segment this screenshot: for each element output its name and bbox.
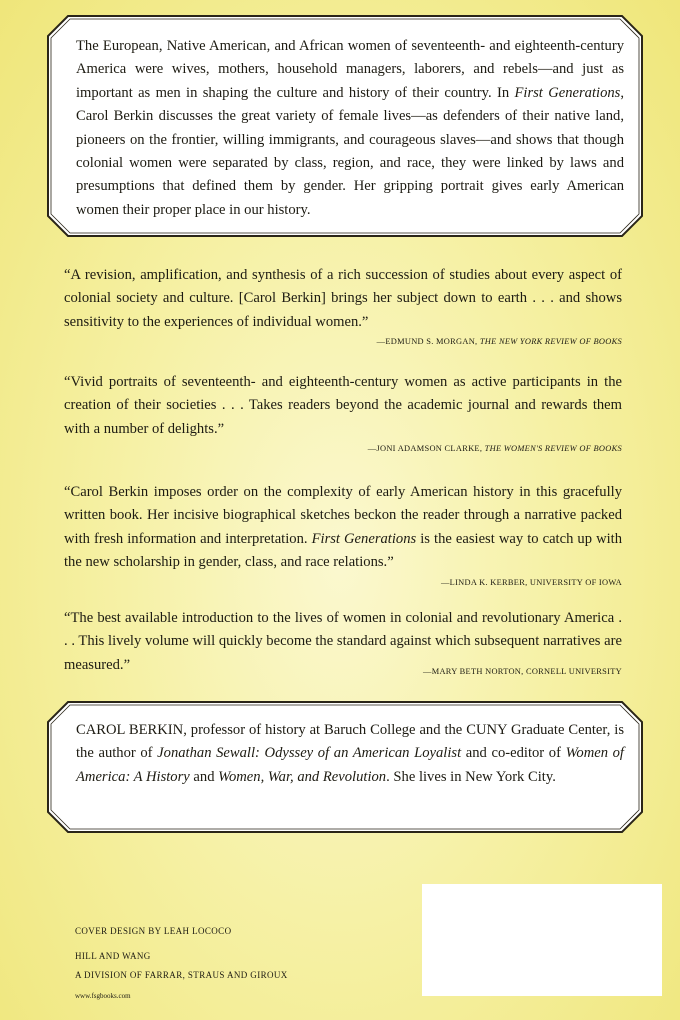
book-title: First Generations — [514, 84, 621, 101]
description-box — [46, 14, 644, 238]
quote-attribution: —LINDA K. KERBER, UNIVERSITY OF IOWA — [440, 577, 622, 587]
review-quote-1 — [64, 264, 622, 346]
review-quote-3 — [64, 481, 622, 587]
review-quote-4 — [64, 607, 622, 683]
barcode-sticker-area — [422, 884, 662, 996]
author-bio-text: CAROL BERKIN, professor of history at Baruch College and the CUNY Graduate Center, is the author of Jonathan Sewall: Odyssey of an American Loyalist and co-editor of Women of America: A History and Women, War, and Revolution. She lives in New York City. — [76, 722, 625, 785]
review-quote-2 — [64, 371, 622, 453]
author-name: CAROL BERKIN — [76, 722, 184, 738]
quote-text: “Carol Berkin imposes order on the complexity of early American history in this gracefully written book. Her incisive biographical sketches beckon the reader through a narrative packed with fresh information and interpretation. First Generations is the easiest way to catch up with the new scholarship in gender, class, and race relations.” — [64, 484, 623, 571]
quote-attribution: —EDMUND S. MORGAN, THE NEW YORK REVIEW OF BOOKS — [376, 337, 622, 347]
quote-attribution: —JONI ADAMSON CLARKE, THE WOMEN'S REVIEW OF BOOKS — [367, 444, 622, 454]
publisher-url: www.fsgbooks.com — [75, 992, 131, 1000]
publisher-division: A DIVISION OF FARRAR, STRAUS AND GIROUX — [75, 970, 288, 980]
author-bio-box — [46, 700, 644, 834]
quote-attribution: —MARY BETH NORTON, CORNELL UNIVERSITY — [423, 666, 622, 676]
publisher-name: HILL AND WANG — [75, 951, 151, 961]
quote-text: “A revision, amplification, and synthesis of a rich succession of studies about every aspect of colonial society and culture. [Carol Berkin] brings her subject down to earth . . . and shows sensitivity to the experiences of individual women.” — [64, 267, 622, 330]
description-text: The European, Native American, and African women of seventeenth- and eighteenth-century America were wives, mothers, household managers, laborers, and rebels—and just as important as men in shaping the culture and history of their country. In First Generations, Carol Berkin discusses the great variety of female lives—as defenders of their native land, pioneers on the frontier, willing immigrants, and courageous slaves—and shows that though colonial women were separated by class, region, and race, they were linked by laws and presumptions that defined them by gender. Her gripping portrait gives early American women their proper place in our history. — [76, 38, 624, 218]
cover-design-credit: COVER DESIGN BY LEAH LOCOCO — [75, 926, 232, 936]
quote-text: “The best available introduction to the lives of women in colonial and revolutionary America . . . This lively volume will quickly become the standard against which subsequent narratives are measured.” —MARY BETH NORTON, CORNELL UNIVERSITY — [64, 607, 622, 677]
quote-text: “Vivid portraits of seventeenth- and eighteenth-century women as active participants in the creation of their societies . . . Takes readers beyond the academic journal and rewards them with a number of delights.” — [64, 374, 622, 437]
